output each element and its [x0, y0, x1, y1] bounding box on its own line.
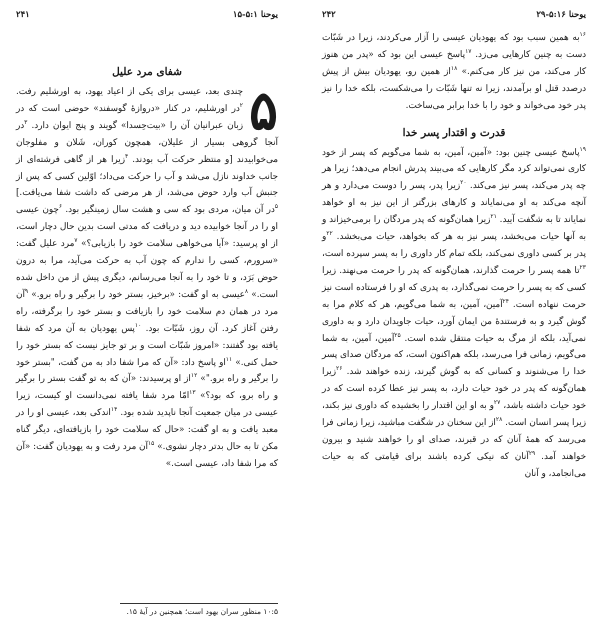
verse-number: ۲۶ [336, 365, 343, 373]
verse-text: زیرا پدر، پسر را دوست می‌دارد و هر آنچه می‌کند به او می‌نمایاند و کارهای بزرگتر از این نیز به او خواهد نمایاند تا به شگفت آیید. [322, 181, 587, 226]
verse-number: ۱۷ [465, 47, 472, 55]
verse-number: ۱۶ [579, 31, 586, 39]
verse-text: مرد علیل گفت: «سرورم، کسی را ندارم که چون آب به حرکت می‌آید، مرا به درون حوض بَرَد، و تا خود را به آنجا می‌رسانم، دیگری پیش از من داخل شده است.» [16, 239, 278, 300]
right-page [300, 0, 600, 626]
verse-text: تا همه پسر را حرمت گذارند، همان‌گونه که پدر را حرمت می‌نهند. زیرا کسی که به پسر را حرمت نمی‌گذارد، به پدری که او را فرستاده است نیز حرمت ننهاده است. [322, 265, 586, 310]
verse-text: زیرا همان‌گونه که پدر مردگان را برمی‌خیزاند و به آنها حیات می‌بخشد، پسر نیز به هر که بخواهد، حیات می‌بخشد. [322, 215, 586, 243]
verse-number: ۲۱ [490, 213, 497, 221]
verse-number: ۸ [244, 287, 249, 295]
section-title-authority: قدرت و اقتدار پسر خدا [402, 126, 506, 139]
verse-number: ۲۰ [460, 179, 467, 187]
verse-number: ۱۳ [189, 389, 196, 397]
verse-text: و پدر بر کسی داوری نمی‌کند، بلکه تمام کار داوری را به پسر سپرده است، [322, 232, 586, 259]
verse-paragraph [322, 30, 586, 115]
verse-text: به همین سبب بود که یهودیان عیسی را آزار می‌کردند، زیرا در شَبّات دست به چنین کارهایی می‌زد. [322, 33, 586, 60]
verse-text: از این سخنان در شگفت مباشید، زیرا زمانی فرا می‌رسد که همهٔ آنان که در قبرند، صدای او را خواهند شنید و بیرون خواهند آمد. [322, 418, 587, 462]
right-intro-text [322, 30, 586, 115]
verse-text: اندکی بعد، عیسی او را در معبد یافت و به او گفت: «حال که سلامت خود را بازیافته‌ای، دیگر گناه مکن تا به حال بدتر دچار نشوی.» [16, 408, 279, 453]
verse-number: ۲۲ [326, 230, 333, 238]
right-page-book-ref: یوحنا ۵:۱۶-۲۹ [536, 10, 586, 20]
section-title-healing: شفای مرد علیل [112, 66, 182, 78]
footnote: ۱۰:۵ منظور سران یهود است؛ همچنین در آیهٔ ۱۵. [126, 607, 278, 616]
verse-text: چون عیسی او را در آنجا خوابیده دید و دریافت که مدتی است بدین حال دچار است، از او پرسید: «آیا می‌خواهی سلامت خود را بازیابی؟» [16, 205, 278, 250]
verse-text: چندی بعد، عیسی برای یکی از اعیاد یهود، به اورشلیم رفت. [16, 87, 243, 97]
verse-text: پس یهودیان به آن مرد که شفا یافته بود گفتند: «امروز شَبّات است و بر تو جایز نیست که بستر خود را حمل کنی.» [16, 323, 278, 368]
verse-number: ۷ [74, 237, 78, 245]
verse-paragraph [16, 78, 279, 473]
verse-text: در آنجا گروهی بسیار از علیلان، همچون کوران، شَلان و مفلوجان می‌خوابیدند [و منتظر حرکت آب بودند. [16, 120, 278, 165]
left-page-header [16, 10, 278, 20]
verse-text: پاسخ عیسی این بود که «پدر من هنوز کار می‌کند، من نیز کار می‌کنم.» [322, 49, 587, 77]
verse-number: ۱۱ [225, 355, 233, 363]
verse-text: آمین، آمین، به شما می‌گویم، زمانی فرا می‌رسد، بلکه هم‌اکنون است، که مردگان صدای پسر خدا را می‌شنوند و کسانی که به گوش گیرند، زنده خواهند شد. [322, 333, 586, 378]
verse-text: امّا مرد شفا یافته نمی‌دانست او کیست، زیرا عیسی در میان جمعیت آنجا ناپدید شده بود. [16, 391, 278, 419]
verse-number: ۲۵ [394, 331, 401, 339]
right-page-body [322, 30, 586, 483]
verse-number: ۲۷ [493, 399, 501, 407]
verse-text: زیرا همان‌گونه که پدر در خود حیات دارد، به پسر نیز عطا کرده است که در خود حیات داشته باشد، [322, 367, 587, 412]
chapter-number: ۵ [248, 78, 278, 142]
right-verses [322, 145, 586, 483]
right-page-header [322, 10, 586, 20]
verse-text: از او پرسیدند: «آن که به تو گفت بستر را برگیر و راه برو، که بود؟» [16, 374, 278, 402]
verse-text: و به او این اقتدار را بخشیده که داوری نیز بکند، زیرا پسر انسان است. [322, 401, 586, 429]
verse-number: ۱۸ [450, 64, 458, 72]
verse-paragraph [322, 145, 586, 483]
left-page-number: ۲۴۱ [16, 10, 30, 20]
verse-text: پاسخ عیسی چنین بود: «آمین، آمین، به شما می‌گویم که پسر از خود کاری نمی‌تواند کرد مگر کارهایی که می‌بیند پدرش انجام می‌دهد؛ زیرا هر چه پدر می‌کند، پسر نیز می‌کند. [322, 147, 586, 192]
footnote-rule [120, 603, 278, 604]
verse-text: آن مرد رفت و به یهودیان گفت: «آن که مرا شفا داد، عیسی است.» [16, 442, 278, 469]
verse-number: ۹ [24, 287, 29, 295]
verse-number: ۶ [58, 203, 63, 211]
verse-number: ۲ [239, 101, 243, 109]
right-page-number: ۲۴۲ [322, 10, 336, 20]
verse-text: از همین رو، یهودیان بیش از پیش درصدد قتل او برآمدند، زیرا نه تنها شَبّات را می‌شکست، بلکه خدا را نیز پدر خود می‌خواند و خود را با خدا برابر می‌ساخت. [322, 66, 586, 111]
verse-number: ۵ [274, 203, 279, 211]
verse-number: ۲۳ [579, 263, 586, 271]
left-page-body [16, 30, 278, 473]
verse-number: ۱۹ [579, 145, 586, 153]
verse-number: ۲۹ [528, 449, 536, 457]
verse-number: ۲۸ [495, 416, 503, 424]
verse-text: زیرا هر از گاهی فرشته‌ای از جانب خداوند نازل می‌شد و آب را حرکت می‌داد؛ اوّلین کسی که پس از جنبش آب وارد حوض می‌شد، از هر مرضی که داشت شفا می‌یافت.] [16, 154, 278, 199]
verse-number: ۳ [24, 118, 28, 126]
left-page-book-ref: یوحنا ۵:۱-۱۵ [232, 10, 278, 20]
verse-number: ۱۰ [134, 321, 142, 329]
verse-number: ۱۵ [147, 440, 155, 448]
verse-text: عیسی به او گفت: «برخیز، بستر خود را برگیر و راه برو.» [28, 289, 245, 300]
verse-number: ۲۴ [502, 297, 509, 305]
verse-text: آن مرد در همان دم سلامت خود را بازیافت و بستر خود را برگرفته، راه رفتن آغاز کرد. آن روز، شَبّات بود. [16, 289, 278, 334]
left-verses [16, 78, 279, 473]
verse-number: ۱۴ [110, 406, 118, 414]
verse-number: ۴ [124, 152, 129, 160]
verse-text: در آن میان، مردی بود که سی و هشت سال زمینگیر بود. [62, 205, 275, 216]
verse-text: او پاسخ داد: «آن که مرا شفا داد به من گفت، "بستر خود را برگیر و راه برو."» [16, 357, 278, 385]
verse-text: آنان که نیکی کرده باشند برای قیامتی که به حیات می‌انجامد، و آنان [322, 451, 586, 479]
verse-text: در اورشلیم، در کنار «دروازهٔ گوسفند» حوضی است که در زبان عبرانیان آن را «بیت‌حِسدا» گویند و پنج ایوان دارد. [16, 103, 243, 131]
verse-text: آمین، آمین، به شما می‌گویم، هر که کلام مرا به گوش گیرد و به فرستندهٔ من ایمان آورد، حیات جاویدان دارد و به داوری نمی‌آید، بلکه از مرگ به حیات منتقل شده است. [322, 299, 586, 344]
verse-number: ۱۲ [190, 372, 198, 380]
